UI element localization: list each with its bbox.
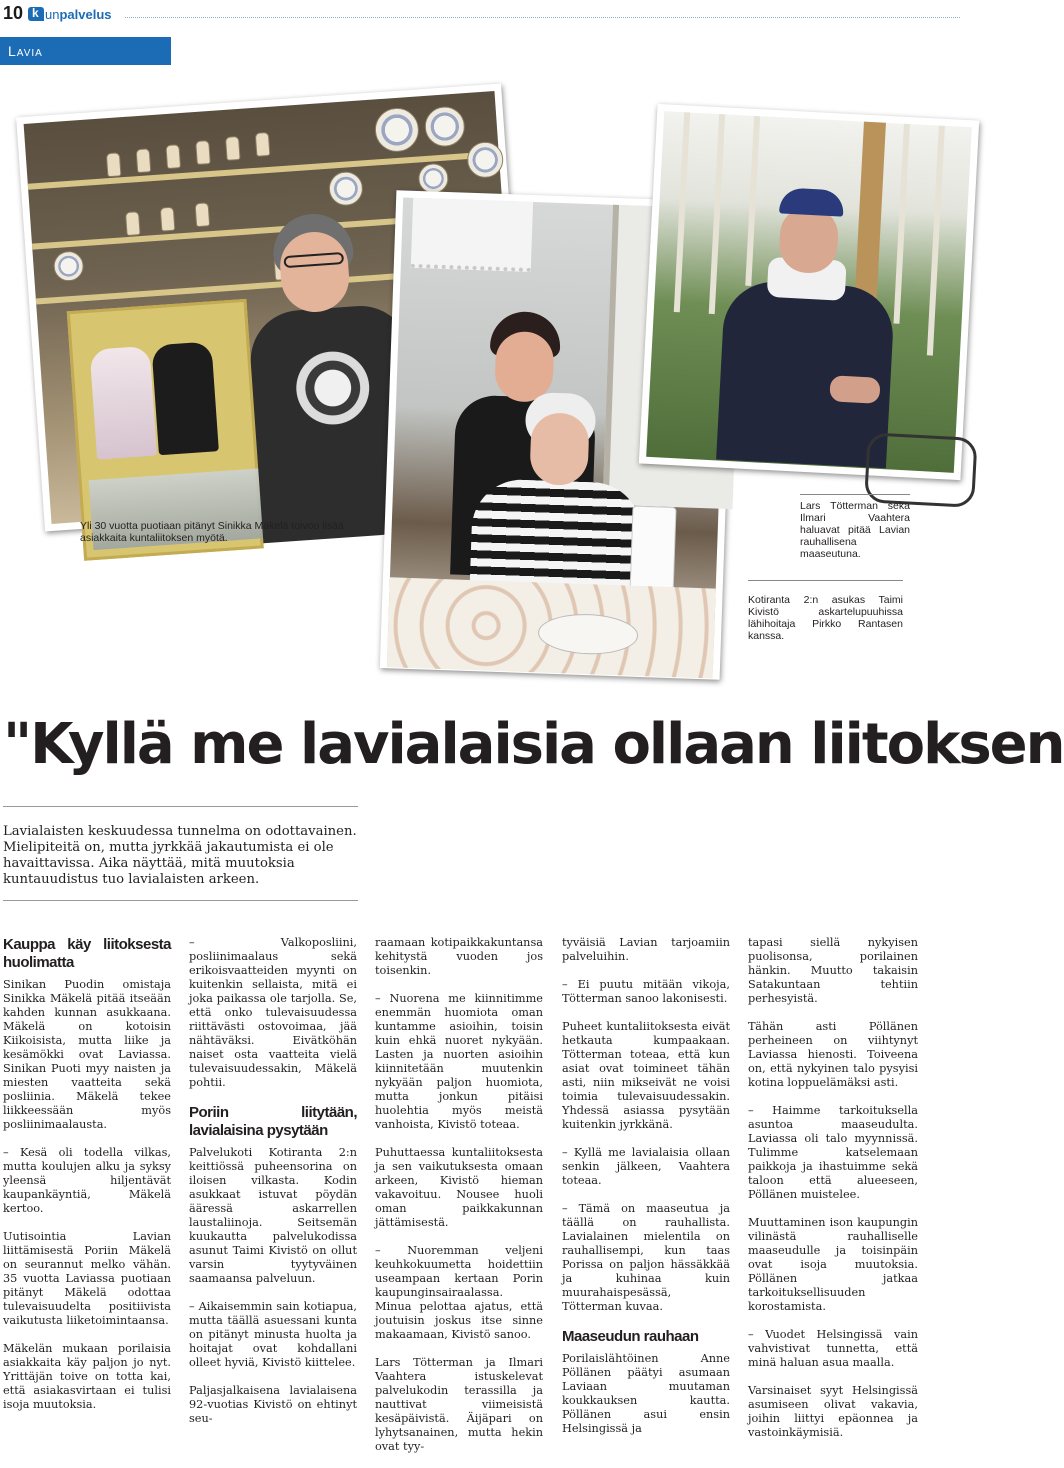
paragraph: tyväisiä Lavian tarjoamiin palveluihin.	[562, 936, 730, 963]
paragraph: – Valkoposliini, posliinimaalaus sekä erikoisvaatteiden myynti on kuitenkin sellaista, mitä ei joka paikassa ole tarjolla. Se, että onko tulevaisuudessa riittävästi ostovoimaa, jää nähtäväksi. Eivätköhän naiset osta vaatteita vielä tulevaisuudessakin, Mäkelä pohtii.	[189, 936, 357, 1089]
caption-photo2: Kotiranta 2:n asukas Taimi Kivistö askartelupuuhissa lähihoitaja Pirkko Rantasen kanssa.	[748, 594, 903, 642]
brand-logo	[28, 6, 112, 22]
paragraph: Mäkelän mukaan porilaisia asiakkaita käy paljon jo nyt. Yrittäjän toive on totta kai, että asiakasvirtaan ei tulisi isoja muutoksia.	[3, 1342, 171, 1411]
article-column-1	[3, 936, 171, 1426]
photo-terrace	[639, 104, 979, 480]
paragraph: – Vuodet Helsingissä vain vahvistivat tunnetta, että minä haluan asua maalla.	[748, 1328, 918, 1369]
section-label: Lavia	[0, 37, 171, 65]
paragraph: – Haimme tarkoituksella asuntoa maaseudulta. Laviassa oli talo myynnissä. Tulimme katselemaan paikkoja ja ihastuimme sekä taloon että alueeseen, Pöllänen muistelee.	[748, 1104, 918, 1201]
lead-rule-top	[3, 806, 358, 807]
paragraph: Porilaislähtöinen Anne Pöllänen päätyi asumaan Laviaan muutaman koukkauksen kautta. Pöllänen asui ensin Helsingissä ja	[562, 1352, 730, 1435]
paragraph: Puhuttaessa kuntaliitoksesta ja sen vaikutuksesta omaan arkeen, Kivistö hieman vakavoituu. Nousee huoli oman paikkakunnan jättämisestä.	[375, 1146, 543, 1229]
brand-k-icon: k	[28, 7, 44, 21]
paragraph: – Kesä oli todella vilkas, mutta koulujen alku ja syksy yleensä hiljentävät kaupankäyntiä, Mäkelä kertoo.	[3, 1146, 171, 1215]
caption-rule	[800, 494, 910, 495]
header-dotted-rule	[125, 17, 960, 18]
paragraph: Lars Tötterman ja Ilmari Vaahtera istuskelevat palvelukodin terassilla ja nauttivat viimeisistä kesäpäivistä. Äijäpari on lyhytsanainen, mutta hekin ovat tyy-	[375, 1356, 543, 1453]
subheading: Kauppa käy liitoksesta huolimatta	[3, 936, 171, 971]
article-column-5	[748, 936, 918, 1454]
article-column-2	[189, 936, 357, 1440]
paragraph: Varsinaiset syyt Helsingissä asumiseen olivat vakavia, joihin liittyi epäonnea ja vastoinkäymisiä.	[748, 1384, 918, 1439]
paragraph: – Kyllä me lavialaisia ollaan senkin jälkeen, Vaahtera toteaa.	[562, 1146, 730, 1187]
paragraph: Palvelukoti Kotiranta 2:n keittiössä puheensorina on iloisen vilkasta. Kodin asukkaat istuvat pöydän ääressä askarrellen laustaliinoja. Seitsemän kuukautta palvelukodissa asunut Taimi Kivistö on ollut varsin tyytyväinen saamaansa palveluun.	[189, 1146, 357, 1285]
caption-photo3: Lars Tötterman sekä Ilmari Vaahtera haluavat pitää Lavian rauhallisena maaseutuna.	[800, 500, 910, 560]
paragraph: raamaan kotipaikkakuntansa kehitystä vuoden jos toisenkin.	[375, 936, 543, 977]
article-headline: "Kyllä me lavialaisia ollaan liitoksen	[3, 712, 1064, 777]
paragraph: Puheet kuntaliitoksesta eivät hetkauta kumpaakaan. Tötterman toteaa, että kun asiat ovat toimineet tähän asti, niin mikseivät ne voisi toimia tulevaisuudessakin. Yhdessä asiassa pysytään kuitenkin jyrkkänä.	[562, 1020, 730, 1131]
brand-name-part2: palvelus	[59, 6, 112, 22]
paragraph: – Aikaisemmin sain kotiapua, mutta täällä asuessani kunta on pitänyt minusta huolta ja hoitajat ovat kohdallani olleet hyviä, Kivistö kiittelee.	[189, 1300, 357, 1369]
paragraph: Paljasjalkaisena lavialaisena 92-vuotias Kivistö on ehtinyt seu-	[189, 1384, 357, 1425]
article-column-4	[562, 936, 730, 1450]
paragraph: Muuttaminen ison kaupungin vilinästä rauhalliselle maaseudulle ja toisinpäin ovat isoja muutoksia. Pöllänen jatkaa tarkoituksellisuuden korostamista.	[748, 1216, 918, 1313]
page-number: 10	[3, 3, 24, 23]
article-column-3	[375, 936, 543, 1468]
subheading: Poriin liitytään, lavialaisina pysytään	[189, 1104, 357, 1139]
lead-rule-bottom	[3, 900, 358, 901]
caption-rule	[748, 580, 903, 581]
article-lead: Lavialaisten keskuudessa tunnelma on odottavainen. Mielipiteitä on, mutta jyrkkää jakautumista ei ole havaittavissa. Aika näyttää, mitä muutoksia kuntauudistus tuo lavialaisten arkeen.	[3, 824, 357, 887]
paragraph: – Ei puutu mitään vikoja, Tötterman sanoo lakonisesti.	[562, 978, 730, 1005]
paragraph: – Nuoremman veljeni keuhkokuumetta hoidettiin useampaan kertaan Porin kaupunginsairaalassa. Minua pelottaa ajatus, että joutuisin joskus itse sinne makaamaan, Kivistö sanoo.	[375, 1244, 543, 1341]
caption-photo1: Yli 30 vuotta puotiaan pitänyt Sinikka Mäkelä toivoo lisää asiakkaita kuntaliitoksen myötä.	[80, 520, 344, 544]
paragraph: tapasi siellä nykyisen puolisonsa, porilainen hänkin. Muutto takaisin Satakuntaan tehtiin perhesyistä.	[748, 936, 918, 1005]
subheading: Maaseudun rauhaan	[562, 1328, 699, 1345]
paragraph: – Nuorena me kiinnitimme enemmän huomiota oman kuntamme asioihin, toisin kuin ehkä nuoret nykyään. Lasten ja nuorten asioihin kiinnitetään muutenkin nykyään paljon huomiota, mutta jonkun pitäisi huolehtia myös meistä vanhoista, Kivistö toteaa.	[375, 992, 543, 1131]
paragraph: Sinikan Puodin omistaja Sinikka Mäkelä pitää itseään kahden kunnan asukkaana. Mäkelä on kotoisin Kiikoisista, mutta liike ja kesämökki ovat Laviassa. Sinikan Puoti myy naisten ja miesten vaatteita sekä posliinia. Mäkelä tekee liikkeessään myös posliinimaalausta.	[3, 978, 171, 1131]
brand-name-part1: un	[45, 6, 60, 22]
paragraph: Tähän asti Pöllänen perheineen on viihtynyt Laviassa hienosti. Toiveena on, että nykyinen talo pysyisi kotina loppuelämäksi asti.	[748, 1020, 918, 1089]
paragraph: – Tämä on maaseutua ja täällä on rauhallista. Lavialainen mielentila on rauhallisempi, kun taas Porissa on paljon hässäkkää ja kuhinaa kuin muurahaispesässä, Tötterman kuvaa.	[562, 1202, 730, 1313]
paragraph: Uutisointia Lavian liittämisestä Poriin Mäkelä on seurannut melko vähän. 35 vuotta Laviassa puotiaan pitänyt Mäkelä odottaa tulevaisuudelta positiivista vaikutusta liiketoimintaansa.	[3, 1230, 171, 1327]
